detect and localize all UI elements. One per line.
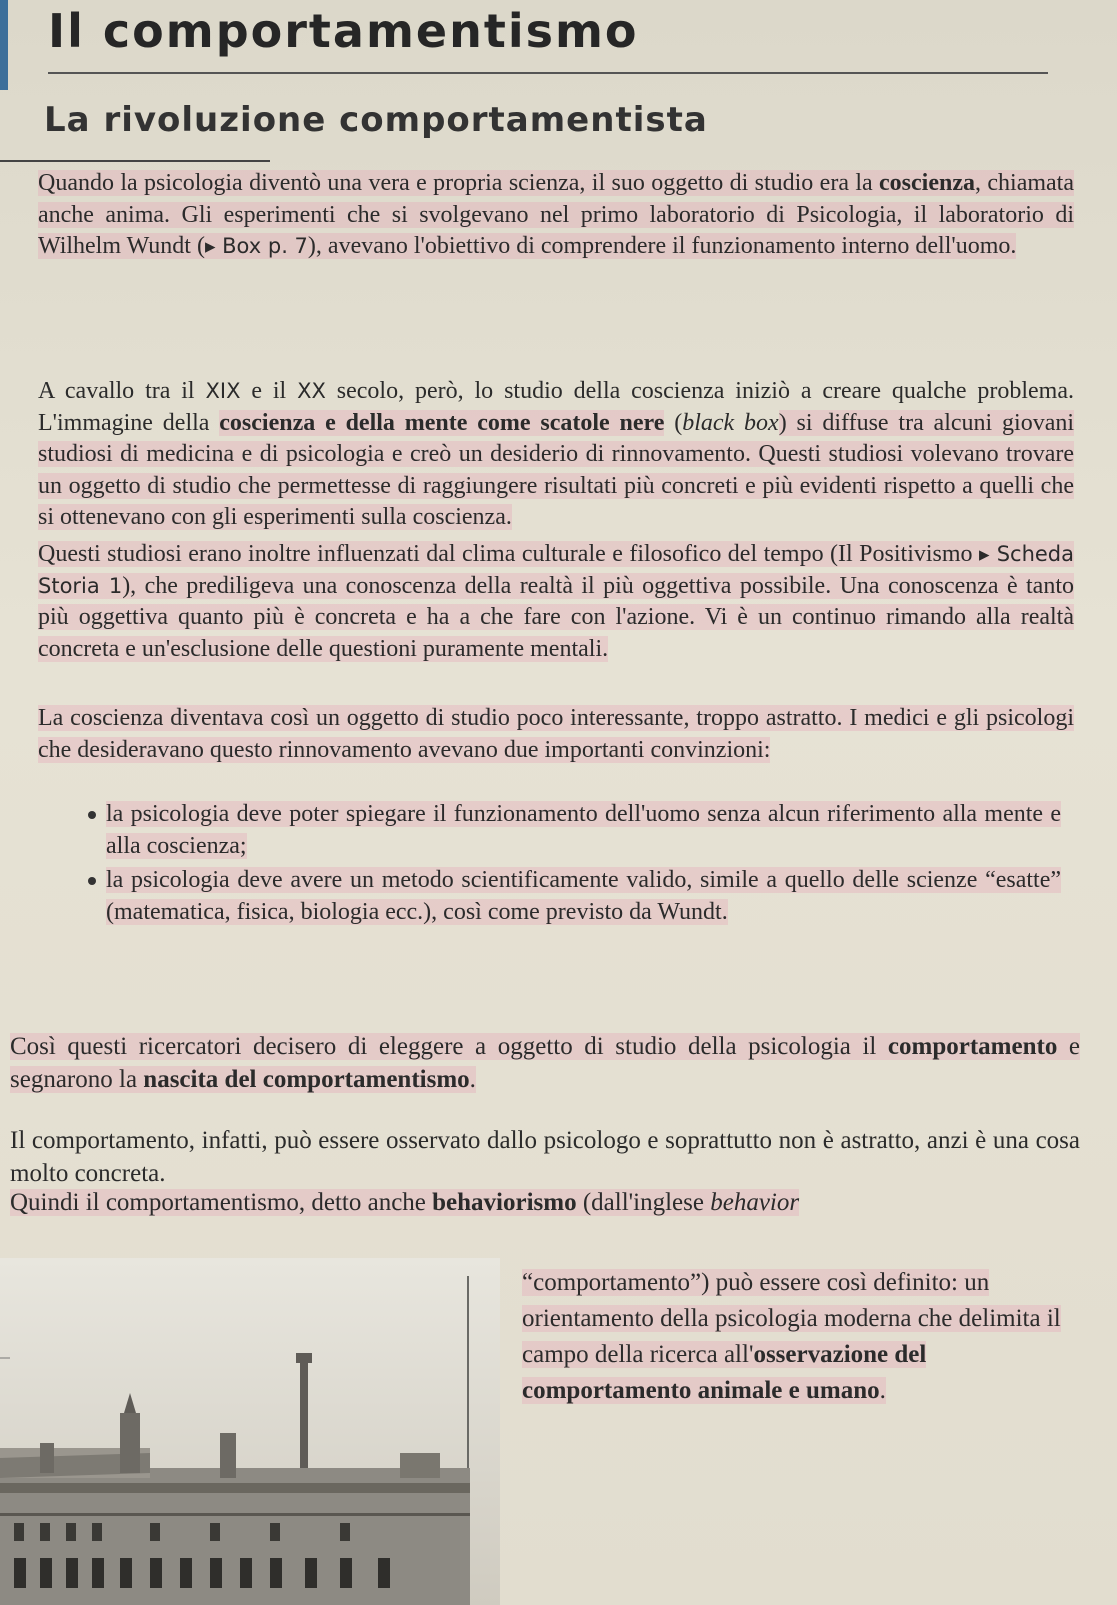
text-run: . [879, 1377, 886, 1404]
keyword-nascita-comportamentismo: nascita del comportamentismo [143, 1066, 470, 1093]
century-xx: XX [297, 379, 326, 403]
paragraph-7 [10, 1186, 1080, 1219]
highlight [10, 1189, 799, 1216]
historical-building-photo [0, 1258, 500, 1605]
paragraph-5 [10, 1030, 1080, 1096]
building-illustration [0, 1258, 500, 1605]
text-run: ( [664, 409, 683, 436]
term-black-box: black box [682, 409, 779, 436]
keyword-coscienza: coscienza [879, 170, 975, 196]
keyword-osservazione-comportamento: osservazione del comportamento animale e umano [522, 1341, 927, 1404]
history-sheet-reference: ▸ Scheda Storia 1 [38, 542, 1075, 598]
highlight [38, 170, 1074, 259]
list-item [96, 798, 1061, 862]
paragraph-7-continued [522, 1265, 1070, 1409]
text-run: , chiamata anche anima. Gli esperimenti che si svolgevano nel primo laboratorio di Psicologia, il laboratorio di Wilhelm Wundt ( [38, 170, 1074, 259]
text-run: Così questi ricercatori decisero di eleggere a oggetto di studio della psicologia il [10, 1033, 888, 1060]
text-run: Quando la psicologia diventò una vera e propria scienza, il suo oggetto di studio era la [38, 170, 880, 196]
text-run: ) si diffuse tra alcuni giovani studiosi di medicina e di psicologia e creò un desiderio di rinnovamento. Questi studiosi volevano trovare un oggetto di studio che permettesse di raggiungere risultati più concreti e più evidenti rispetto a quelli che si ottenevano con gli esperimenti sulla coscienza. [38, 409, 1075, 530]
convictions-list [96, 798, 1061, 930]
chapter-color-bar [0, 0, 8, 90]
list-item-text: la psicologia deve poter spiegare il funzionamento dell'uomo senza alcun riferimento alla mente e alla coscienza; [106, 801, 1061, 859]
paragraph-6 [10, 1124, 1080, 1190]
paragraph-3 [38, 539, 1074, 665]
text-run: secolo, però, lo studio della coscienza iniziò a creare qualche problema. L'immagine della [38, 378, 1075, 436]
century-xix: XIX [205, 379, 241, 403]
list-item-text: la psicologia deve avere un metodo scientificamente valido, simile a quello delle scienze “esatte” (matematica, fisica, biologia ecc.), così come previsto da Wundt. [106, 867, 1061, 925]
highlight [522, 1269, 1061, 1404]
paragraph-2 [38, 376, 1074, 534]
keyword-black-box: coscienza e della mente come scatole nere [219, 409, 665, 436]
chapter-divider [48, 72, 1048, 74]
term-behavior: behavior [710, 1189, 800, 1216]
paragraph-4 [38, 703, 1074, 766]
text-run: . [469, 1066, 476, 1093]
text-run: Quindi il comportamentismo, detto anche [10, 1189, 433, 1216]
highlight [10, 1033, 1080, 1093]
text-run: Questi studiosi erano inoltre influenzati dal clima culturale e filosofico del tempo (Il Positivismo [38, 541, 980, 567]
section-divider [0, 160, 270, 162]
paragraph-1 [38, 168, 1074, 263]
text-run: (dall'inglese [576, 1189, 711, 1216]
keyword-comportamento: comportamento [887, 1033, 1058, 1060]
text-run: A cavallo tra il [38, 378, 206, 404]
text-run: e segnarono la [10, 1033, 1080, 1093]
text-run: ), avevano l'obiettivo di comprendere il funzionamento interno dell'uomo. [307, 233, 1017, 259]
text-run: “comportamento”) può essere così definito: un orientamento della psicologia moderna che delimita il campo della ricerca all' [522, 1269, 1061, 1368]
text-run: ), che prediligeva una conoscenza della realtà il più oggettiva possibile. Una conoscenza è tanto più oggettiva quanto più è concreta e ha a che fare con l'azione. Vi è un continuo rimando alla realtà concreta e un'esclusione delle questioni puramente mentali. [38, 572, 1074, 662]
section-title: La rivoluzione comportamentista [44, 100, 708, 140]
text-run: La coscienza diventava così un oggetto di studio poco interessante, troppo astratto. I medici e gli psicologi che desideravano questo rinnovamento avevano due importanti convinzioni: [38, 705, 1074, 763]
keyword-behaviorismo: behaviorismo [432, 1189, 577, 1216]
chapter-title: Il comportamentismo [48, 4, 639, 58]
text-run: e il [240, 378, 298, 404]
list-item [96, 864, 1061, 928]
text-run: Il comportamento, infatti, può essere osservato dallo psicologo e soprattutto non è astratto, anzi è una cosa molto concreta. [10, 1127, 1080, 1187]
highlight [38, 541, 1074, 662]
box-reference: ▸ Box p. 7 [204, 234, 308, 258]
